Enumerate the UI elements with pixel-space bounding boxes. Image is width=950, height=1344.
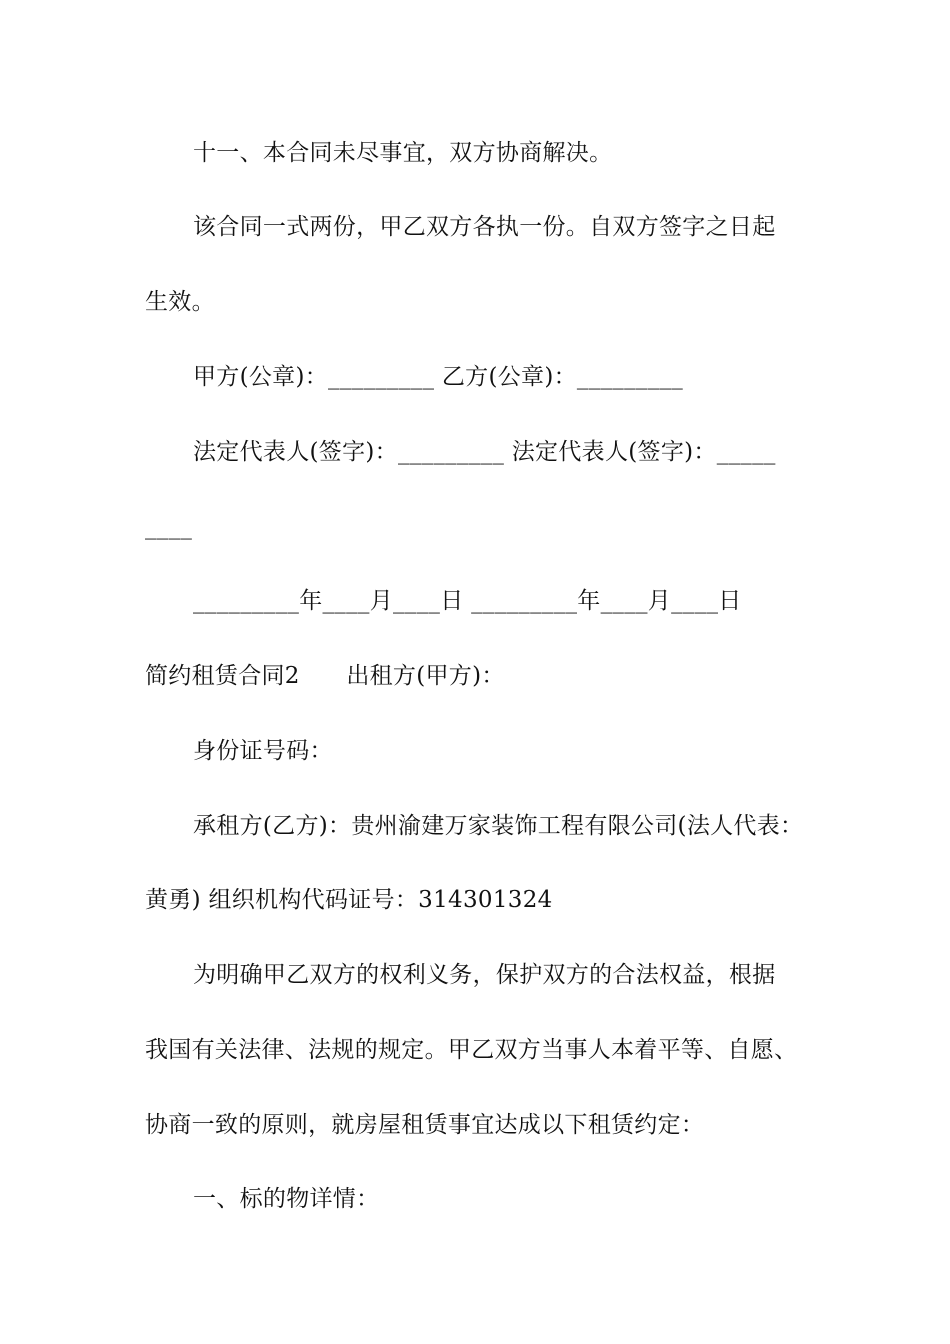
- copies-paragraph-line2: 生效。: [145, 289, 215, 315]
- representative-signature-line: 法定代表人(签字)：_________ 法定代表人(签字)：_____: [193, 439, 776, 465]
- contract-title-lessor: 简约租赁合同2 出租方(甲方)：: [145, 663, 505, 689]
- lessee-line1: 承租方(乙方)：贵州渝建万家装饰工程有限公司(法人代表：: [193, 813, 804, 839]
- seal-line: 甲方(公章)：_________ 乙方(公章)：_________: [193, 364, 684, 390]
- section-one-heading: 一、标的物详情：: [193, 1186, 380, 1212]
- id-number-line: 身份证号码：: [193, 738, 333, 764]
- copies-paragraph-line1: 该合同一式两份，甲乙双方各执一份。自双方签字之日起: [193, 214, 776, 240]
- lessee-line2: 黄勇) 组织机构代码证号：314301324: [145, 887, 553, 913]
- clause-eleven: 十一、本合同未尽事宜，双方协商解决。: [193, 140, 613, 166]
- purpose-paragraph-line3: 协商一致的原则，就房屋租赁事宜达成以下租赁约定：: [145, 1112, 705, 1138]
- purpose-paragraph-line1: 为明确甲乙双方的权利义务，保护双方的合法权益，根据: [193, 962, 776, 988]
- date-line: _________年____月____日 _________年____月____日: [193, 588, 742, 614]
- representative-signature-continuation: ____: [145, 514, 193, 540]
- purpose-paragraph-line2: 我国有关法律、法规的规定。甲乙双方当事人本着平等、自愿、: [145, 1037, 798, 1063]
